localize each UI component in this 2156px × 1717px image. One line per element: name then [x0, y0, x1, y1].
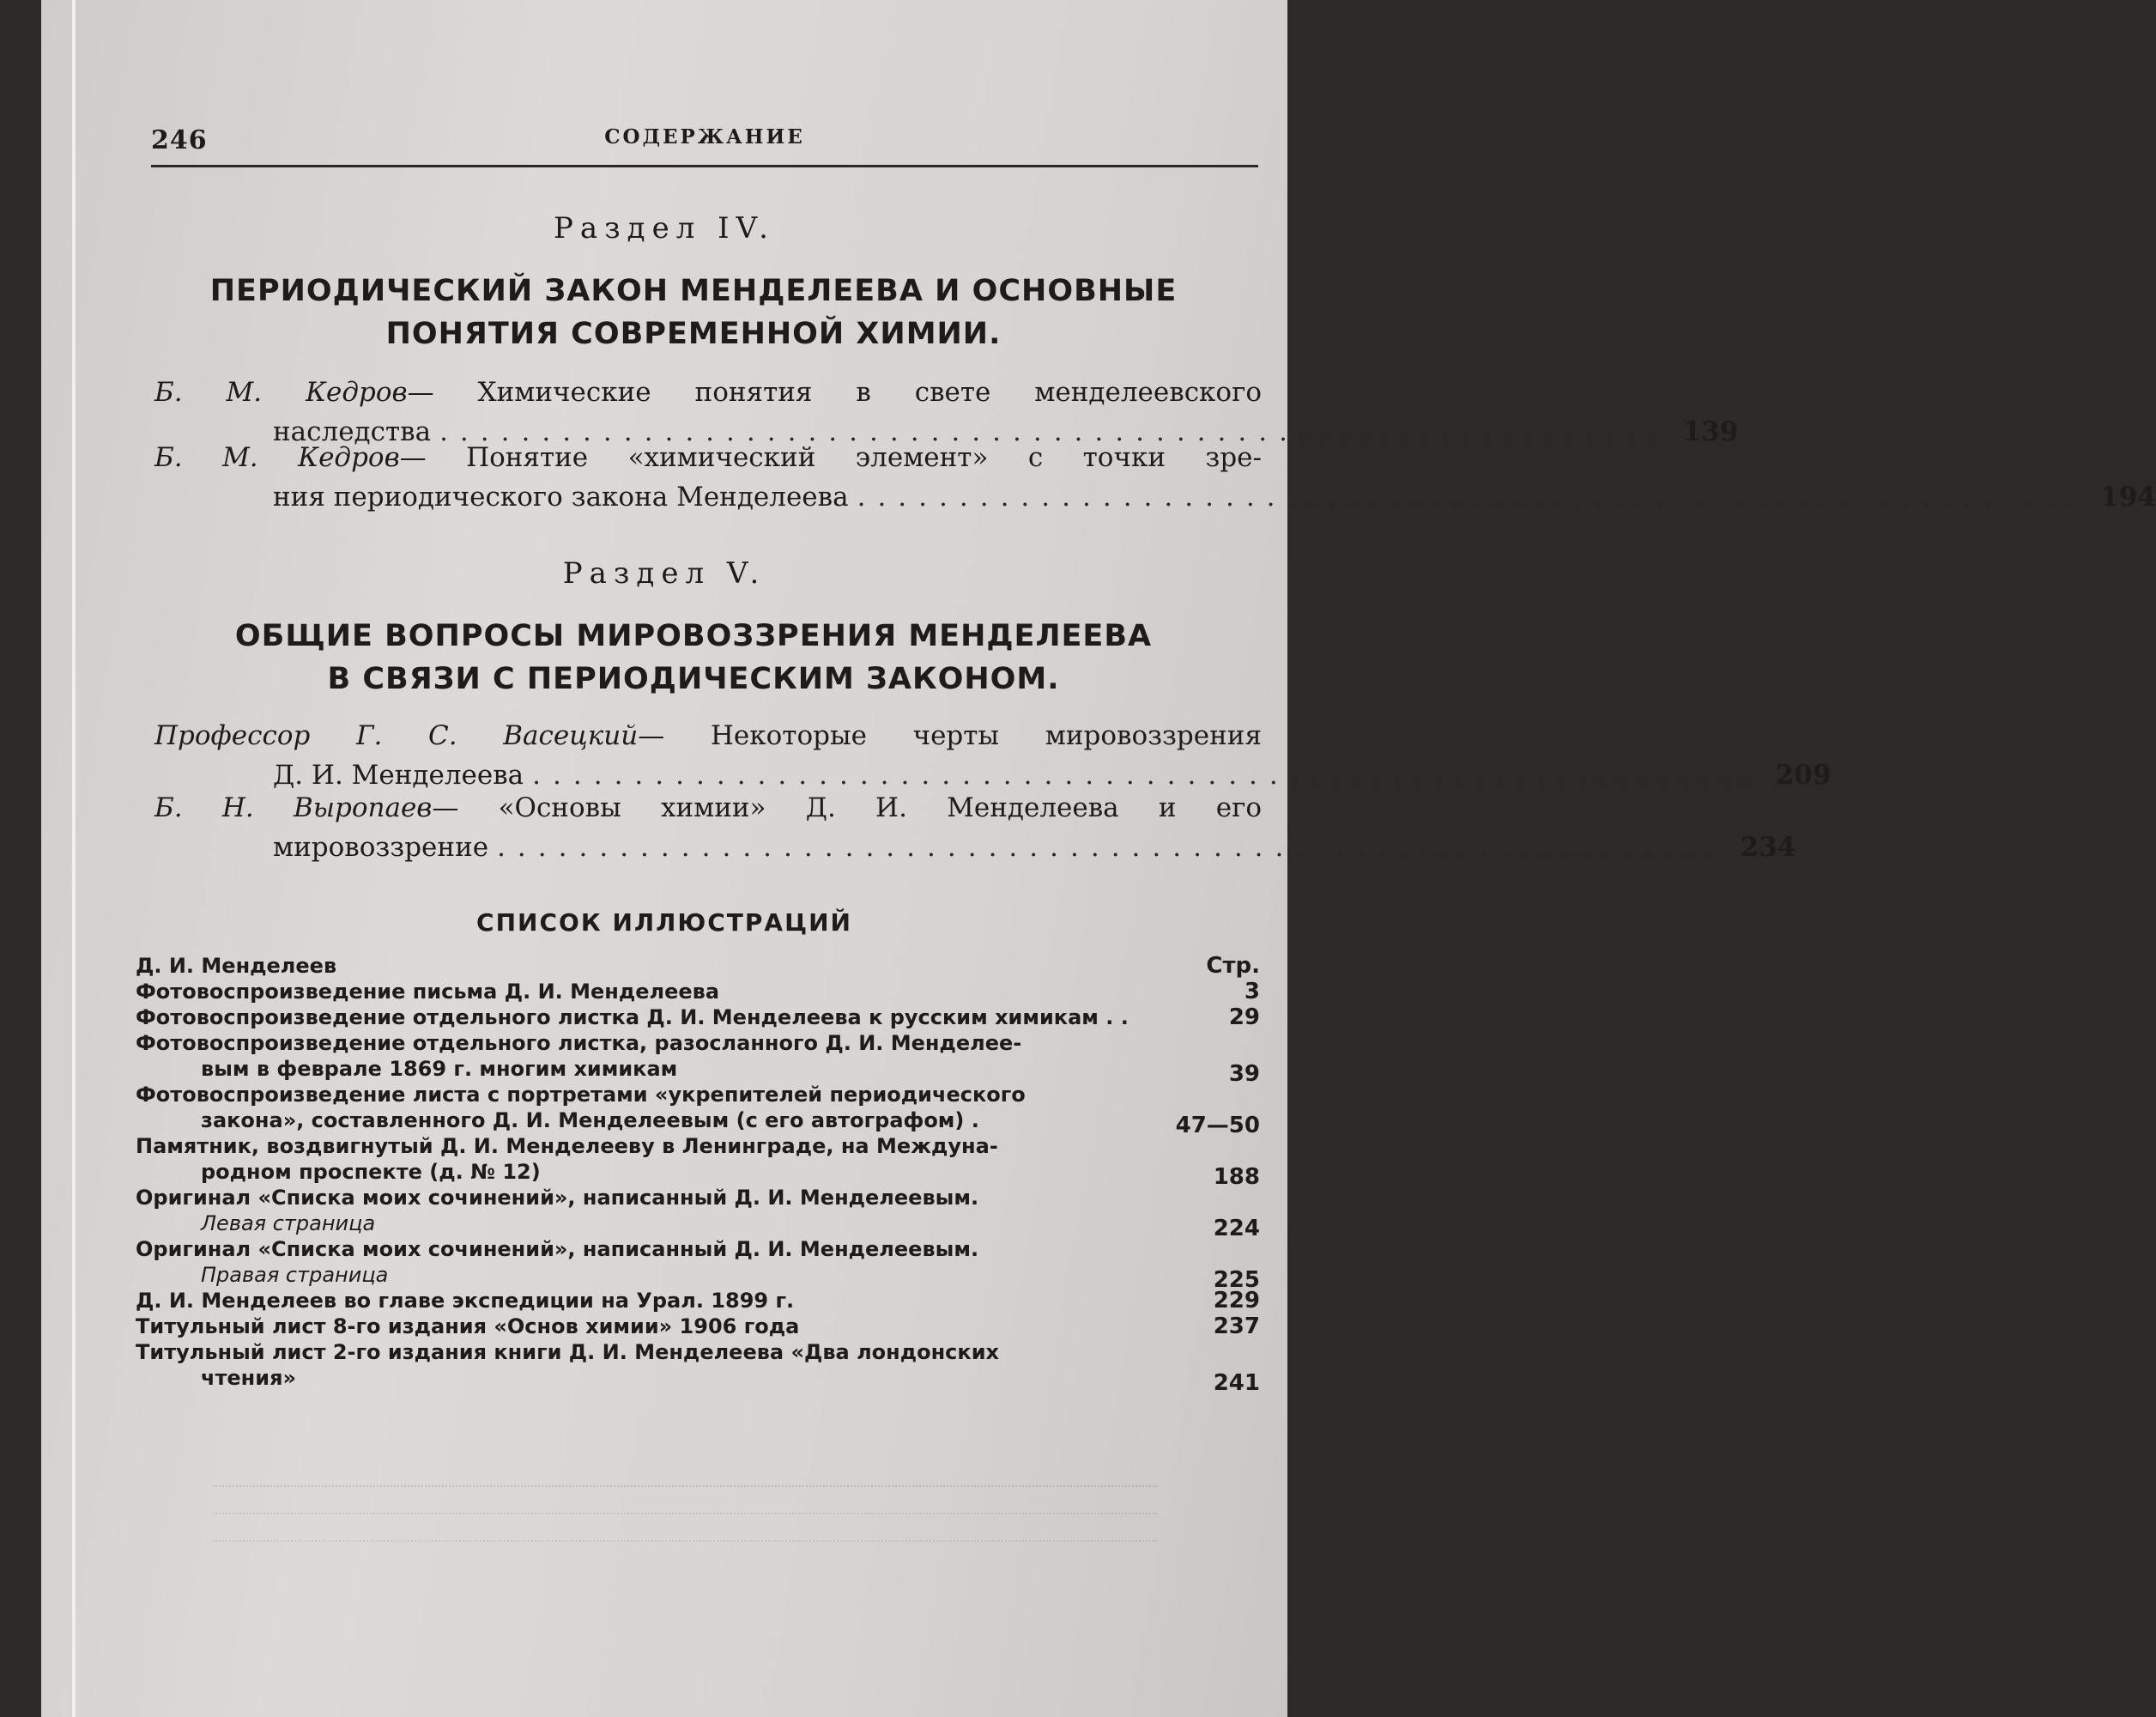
list-item[interactable]: [136, 1236, 1260, 1293]
toc-entry[interactable]: [136, 716, 1832, 795]
section-5-label: Раздел V.: [562, 556, 766, 591]
illustration-title: Титульный лист 8-го издания «Основ химии» 1906 года: [136, 1314, 800, 1338]
page-number: 246: [151, 125, 208, 155]
entry-page: 234: [1740, 832, 1796, 863]
page-header: [151, 117, 1258, 167]
illustration-title-cont: Левая страница: [201, 1211, 376, 1235]
leader-dots: ............................................................: [439, 416, 1668, 447]
entry-title-cont: мировоззрение: [273, 832, 489, 863]
list-item[interactable]: [136, 1004, 1260, 1030]
leader-dots: ............................................................: [857, 482, 2086, 513]
entry-title-cont: наследства: [273, 416, 432, 447]
list-item[interactable]: [136, 1133, 1260, 1190]
entry-author: Профессор Г. С. Васецкий: [154, 720, 639, 751]
list-item[interactable]: [136, 1339, 1260, 1396]
section-5-title-line-2: В СВЯЗИ С ПЕРИОДИЧЕСКИМ ЗАКОНОМ.: [327, 662, 1060, 696]
list-item[interactable]: [136, 1185, 1260, 1241]
book-page: [41, 0, 2156, 1717]
running-head: СОДЕРЖАНИЕ: [604, 125, 805, 149]
page-edge: [72, 0, 76, 1717]
section-5-title: [161, 615, 1226, 701]
leader-dots: ............................................................: [497, 832, 1726, 863]
entry-page: 139: [1682, 416, 1739, 447]
section-5-title-line-1: ОБЩИЕ ВОПРОСЫ МИРОВОЗЗРЕНИЯ МЕНДЕЛЕЕВА: [234, 619, 1153, 653]
list-item[interactable]: [136, 953, 1260, 979]
list-item[interactable]: [136, 1288, 1260, 1314]
toc-entry[interactable]: [136, 788, 1796, 867]
illustration-page: 241: [1213, 1370, 1260, 1396]
entry-title-cont: ния периодического закона Менделеева: [273, 482, 849, 513]
illustration-title: Д. И. Менделеев во главе экспедиции на Урал. 1899 г.: [136, 1289, 795, 1313]
illustration-title: Фотовоспроизведение письма Д. И. Менделеева: [136, 980, 720, 1004]
leader-dots: ............................................................: [532, 760, 1761, 791]
illustration-title-cont: закона», составленного Д. И. Менделеевым (с его автографом) .: [201, 1108, 979, 1132]
illustration-title: Фотовоспроизведение листа с портретами «укрепителей периодического: [136, 1083, 1026, 1107]
list-item[interactable]: [136, 1314, 1260, 1339]
bleed-through-texture: [213, 1459, 1157, 1542]
illustration-page: 188: [1213, 1164, 1260, 1190]
section-4-title: [161, 270, 1226, 355]
illustrations-list: [136, 953, 1260, 1396]
entry-page: 194: [2100, 482, 2156, 513]
entry-page: 209: [1775, 760, 1832, 791]
illustration-title: Фотовоспроизведение отдельного листка, разосланного Д. И. Менделее-: [136, 1031, 1022, 1055]
illustration-page: 225: [1213, 1267, 1260, 1293]
illustration-title: Титульный лист 2-го издания книги Д. И. Менделеева «Два лондонских: [136, 1340, 999, 1364]
entry-author: Б. М. Кедров: [154, 442, 400, 473]
page-column-label: Стр.: [1206, 953, 1260, 979]
illustration-title-cont: Правая страница: [201, 1263, 389, 1287]
illustration-title: Фотовоспроизведение отдельного листка Д. И. Менделеева к русским химикам . .: [136, 1005, 1129, 1029]
illustration-title: Д. И. Менделеев: [136, 954, 337, 978]
illustration-title: Памятник, воздвигнутый Д. И. Менделееву в Ленинграде, на Междуна-: [136, 1134, 998, 1158]
illustration-title-cont: родном проспекте (д. № 12): [201, 1160, 541, 1184]
section-4-title-line-2: ПОНЯТИЯ СОВРЕМЕННОЙ ХИМИИ.: [385, 317, 1002, 351]
illustration-page: 39: [1228, 1061, 1260, 1087]
illustration-title-cont: вым в феврале 1869 г. многим химикам: [201, 1057, 678, 1081]
section-4-label: Раздел IV.: [553, 211, 775, 246]
illustration-page: 224: [1213, 1216, 1260, 1241]
illustration-page: 3: [1244, 979, 1260, 1004]
illustration-page: 237: [1213, 1314, 1260, 1339]
entry-title: — Химические понятия в свете менделеевского: [407, 377, 1262, 408]
section-4-title-line-1: ПЕРИОДИЧЕСКИЙ ЗАКОН МЕНДЕЛЕЕВА И ОСНОВНЫЕ: [209, 274, 1178, 308]
entry-title: — «Основы химии» Д. И. Менделеева и его: [432, 792, 1262, 823]
illustration-page: 47—50: [1175, 1113, 1260, 1138]
list-item[interactable]: [136, 1082, 1260, 1138]
toc-entry[interactable]: [136, 438, 2156, 517]
illustrations-heading: СПИСОК ИЛЛЮСТРАЦИЙ: [476, 908, 852, 937]
illustration-page: 29: [1228, 1004, 1260, 1030]
list-item[interactable]: [136, 1030, 1260, 1087]
illustration-title-cont: чтения»: [201, 1366, 296, 1390]
entry-author: Б. Н. Выропаев: [154, 792, 433, 823]
illustration-title: Оригинал «Списка моих сочинений», написанный Д. И. Менделеевым.: [136, 1237, 979, 1261]
list-item[interactable]: [136, 979, 1260, 1004]
entry-title-cont: Д. И. Менделеева: [273, 760, 524, 791]
illustration-page: 229: [1213, 1288, 1260, 1314]
entry-author: Б. М. Кедров: [154, 377, 408, 408]
entry-title: — Понятие «химический элемент» с точки зре-: [399, 442, 1262, 473]
illustration-title: Оригинал «Списка моих сочинений», написанный Д. И. Менделеевым.: [136, 1186, 979, 1210]
entry-title: — Некоторые черты мировоззрения: [638, 720, 1262, 751]
